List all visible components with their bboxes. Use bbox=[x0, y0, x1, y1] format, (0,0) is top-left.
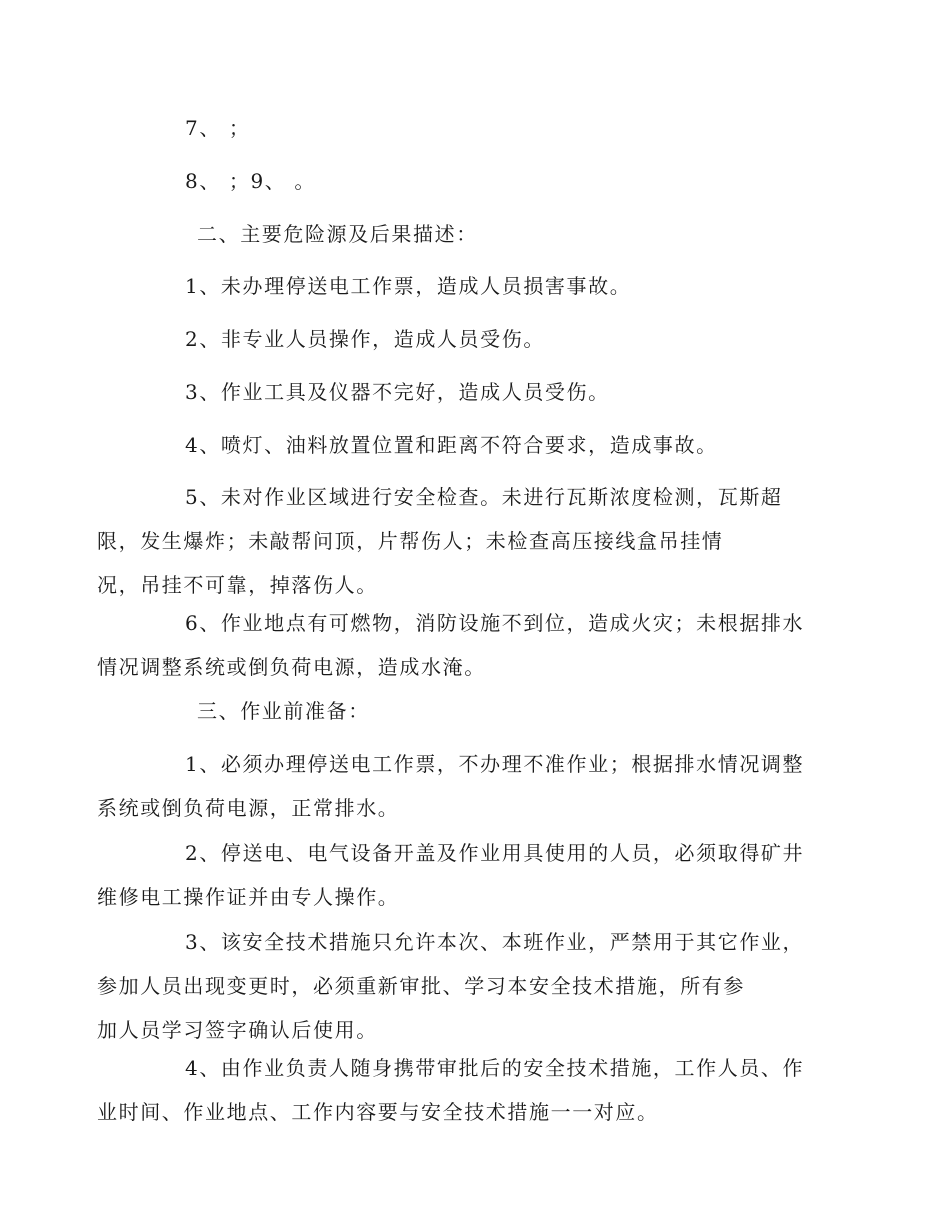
item-8-9: 8、 ；9、 。 bbox=[185, 169, 316, 193]
section-3-item-2-line: 维修电工操作证并由专人操作。 bbox=[97, 885, 400, 909]
section-3-item-2-line: 2、停送电、电气设备开盖及作业用具使用的人员，必须取得矿井 bbox=[185, 841, 805, 865]
section-2-item-5-line: 限，发生爆炸；未敲帮问顶，片帮伤人；未检查高压接线盒吊挂情 bbox=[97, 529, 724, 553]
section-3-item-4-line: 业时间、作业地点、工作内容要与安全技术措施一一对应。 bbox=[97, 1100, 659, 1124]
section-3-item-3 bbox=[97, 920, 806, 1052]
section-3-item-3-line: 参加人员出现变更时，必须重新审批、学习本安全技术措施，所有参 bbox=[97, 974, 745, 998]
section-2-item-6-line: 情况调整系统或倒负荷电源，造成水淹。 bbox=[97, 655, 486, 679]
section-3-heading: 三、作业前准备： bbox=[197, 699, 370, 723]
section-2-heading: 二、主要危险源及后果描述： bbox=[197, 222, 478, 246]
section-2-item-2: 2、非专业人员操作，造成人员受伤。 bbox=[185, 327, 545, 351]
section-2-item-3: 3、作业工具及仪器不完好，造成人员受伤。 bbox=[185, 380, 610, 404]
section-3-item-1-line: 系统或倒负荷电源，正常排水。 bbox=[97, 796, 400, 820]
section-2-item-6 bbox=[97, 601, 806, 689]
section-3-item-3-line: 加人员学习签字确认后使用。 bbox=[97, 1018, 378, 1042]
section-2-item-5 bbox=[97, 475, 806, 607]
section-3-item-1-line: 1、必须办理停送电工作票，不办理不准作业；根据排水情况调整 bbox=[185, 752, 805, 776]
section-3-item-3-line: 3、该安全技术措施只允许本次、本班作业，严禁用于其它作业， bbox=[185, 930, 805, 954]
section-2-item-4: 4、喷灯、油料放置位置和距离不符合要求，造成事故。 bbox=[185, 433, 718, 457]
section-2-item-5-line: 况，吊挂不可靠，掉落伤人。 bbox=[97, 573, 378, 597]
section-3-item-1 bbox=[97, 742, 806, 830]
section-2-item-1: 1、未办理停送电工作票，造成人员损害事故。 bbox=[185, 274, 632, 298]
section-3-item-2 bbox=[97, 831, 806, 919]
section-3-item-4-line: 4、由作业负责人随身携带审批后的安全技术措施，工作人员、作 bbox=[185, 1056, 805, 1080]
section-2-item-5-line: 5、未对作业区域进行安全检查。未进行瓦斯浓度检测，瓦斯超 bbox=[185, 485, 783, 509]
item-7: 7、 ； bbox=[185, 116, 251, 140]
section-3-item-4 bbox=[97, 1046, 806, 1134]
section-2-item-6-line: 6、作业地点有可燃物，消防设施不到位，造成火灾；未根据排水 bbox=[185, 611, 805, 635]
